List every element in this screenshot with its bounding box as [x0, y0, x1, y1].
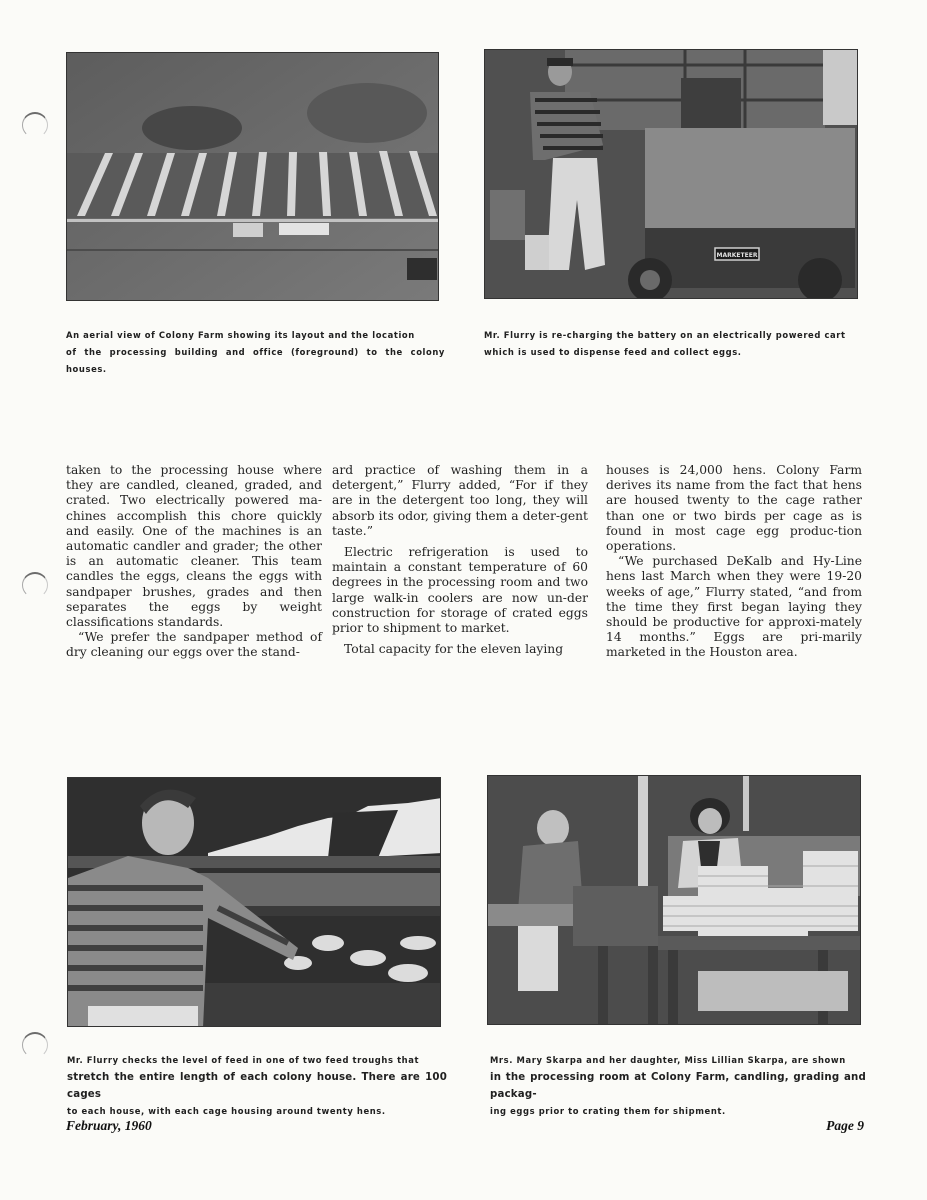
- cart-recharge-image: [485, 50, 858, 299]
- photo-processing-room: [487, 775, 861, 1025]
- article-paragraph: “We prefer the sandpaper method of dry cleaning our eggs over the stand-: [66, 630, 322, 660]
- caption-line: stretch the entire length of each colony house. There are 100 cages: [67, 1072, 447, 1100]
- binder-hole-top: [22, 112, 48, 138]
- issue-date: February, 1960: [66, 1118, 152, 1133]
- binder-hole-middle: [22, 572, 48, 598]
- article-paragraph: Total capacity for the eleven laying: [344, 642, 564, 657]
- aerial-farm-image: [67, 53, 439, 301]
- photo-aerial-view: [66, 52, 439, 301]
- caption-line: Mrs. Mary Skarpa and her daughter, Miss Lillian Skarpa, are shown: [490, 1055, 846, 1065]
- caption-line: which is used to dispense feed and collect eggs.: [484, 347, 742, 357]
- caption-line: Mr. Flurry is re-charging the battery on an electrically powered cart: [484, 330, 846, 340]
- caption-line: ing eggs prior to crating them for shipment.: [490, 1106, 726, 1116]
- photo-feed-trough: [67, 777, 441, 1027]
- caption-line: in the processing room at Colony Farm, candling, grading and packag-: [490, 1072, 866, 1100]
- article-paragraph: taken to the processing house where they are candled, cleaned, graded, and crated. Two electrically powered ma-chines accomplish this chore quickly and easily. One of the machines is an automatic candler and grader; the other is an automatic cleaner. This team candles the eggs, cleans the eggs with sandpaper brushes, grades and then separates the eggs by weight classifications standards.: [66, 463, 322, 630]
- caption-line: of the processing building and office (foreground) to the colony houses.: [66, 347, 445, 374]
- article-paragraph: houses is 24,000 hens. Colony Farm derives its name from the fact that hens are housed twenty to the cage rather than one or two birds per cage as is found in most cage egg produc-tion operations.: [606, 463, 862, 554]
- article-paragraph: ard practice of washing them in a detergent,” Flurry added, “For if they are in the detergent too long, they will absorb its odor, giving them a deter-gent taste.”: [332, 463, 588, 538]
- caption-feed-trough: [67, 1052, 447, 1120]
- processing-room-image: [488, 776, 861, 1025]
- caption-line: to each house, with each cage housing around twenty hens.: [67, 1106, 386, 1116]
- binder-hole-bottom: [22, 1032, 48, 1058]
- photo-cart-recharge: [484, 49, 858, 299]
- caption-aerial-view: [66, 327, 445, 378]
- article-paragraph: “We purchased DeKalb and Hy-Line hens last March when they were 19-20 weeks of age,” Flurry stated, “and from the time they first began laying they should be productive for approxi-mately 14 months.” Eggs are pri-marily marketed in the Houston area.: [606, 554, 862, 660]
- article-column-3: [606, 463, 862, 661]
- caption-processing-room: [490, 1052, 866, 1120]
- caption-cart-recharge: [484, 327, 862, 361]
- page-number: Page 9: [826, 1118, 864, 1133]
- article-paragraph: Electric refrigeration is used to maintain a constant temperature of 60 degrees in the processing room and two large walk-in coolers are now un-der construction for storage of crated eggs prior to shipment to market.: [332, 545, 588, 636]
- article-column-2: [332, 463, 588, 657]
- article-column-1: [66, 463, 322, 661]
- caption-line: An aerial view of Colony Farm showing its layout and the location: [66, 330, 415, 340]
- cart-sign: MARKETEER: [716, 252, 758, 259]
- feed-trough-image: [68, 778, 441, 1027]
- caption-line: Mr. Flurry checks the level of feed in one of two feed troughs that: [67, 1055, 420, 1065]
